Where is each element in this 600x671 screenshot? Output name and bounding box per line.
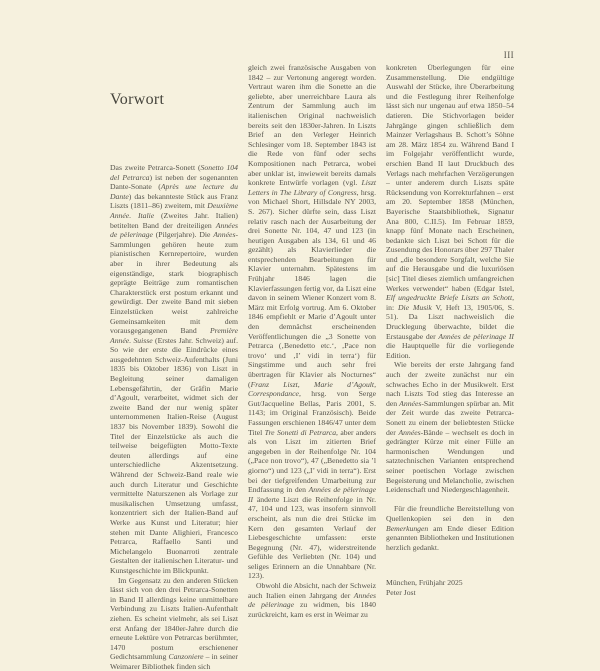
text-columns [110,63,514,671]
paragraph: Wie bereits der erste Jahrgang fand auch der zweite zunächst nur ein schwaches Echo in der Musikwelt. Erst nach Liszts Tod stieg das Interesse an den Années-Sammlungen spürbar an. Mit der Zeit wurde das zweite Petrarca-Sonett zu einem der beliebtesten Stücke der Années-Bände – wechselt es doch in gedrängter Kürze mit einer Fülle an harmonischen Wendungen und satztechnischen Varianten entsprechend seiner poetischen Vorlage zwischen Begeisterung und Melancholie, zwischen Leidenschaft und Niedergeschlagenheit. [386,360,514,495]
page-number: III [503,50,514,60]
text-column-3 [386,63,514,598]
column-3-body [386,63,514,552]
column-2-body [248,63,376,619]
text-column-1 [110,63,238,671]
signature-author: Peter Jost [386,588,416,598]
text-column-2 [248,63,376,619]
page-title: Vorwort [110,91,165,108]
paragraph: Das zweite Petrarca-Sonett (Sonetto 104 del Petrarca) ist neben der sogenannten Dante-Sonate (Après une lecture du Dante) das bekannteste Stück aus Franz Liszts (1811–86) zweitem, mit Deuxième Année. Italie (Zweites Jahr. Italien) betitelten Band der dreiteiligen Années de pèlerinage (Pilgerjahre). Die Années-Sammlungen gehören heute zum pianistischen Kernrepertoire, wurden aber in ihrer Bedeutung als eigenständige, stark biographisch geprägte Beiträge zum romantischen Charakterstück erst postum erkannt und gewürdigt. Der zweite Band mit sieben Einzelstücken weist zahlreiche Gemeinsamkeiten mit dem vorausgegangenen Band Première Année. Suisse (Erstes Jahr. Schweiz) auf. So wie der erste die Eindrücke eines ausgedehnten Schweiz-Aufenthalts (Juni 1835 bis Oktober 1836) von Liszt in Begleitung seiner damaligen Lebensgefährtin, der Gräfin Marie d’Agoult, verarbeitet, widmet sich der zweite Band der nur wenig später unternommenen Italien-Reise (August 1837 bis November 1839). Sowohl die Titel der Einzelstücke als auch die teilweise beigefügten Motto-Texte deuten allerdings auf eine unterschiedliche Akzentsetzung. Während der Schweiz-Band reale wie auch durch Literatur und Geschichte vermittelte Naturszenen als Vorlage zur musikalischen Umsetzung umfasst, konzentriert sich der Italien-Band auf Werke aus Kunst und Literatur; hier stehen mit Dante Alighieri, Francesco Petrarca, Raffaello Santi und Michelangelo Buonarroti zentrale Gestalten der italienischen Literatur- und Kunstgeschichte im Blickpunkt. [110,163,239,575]
paragraph: konkreten Überlegungen für eine Zusammenstellung. Die endgültige Auswahl der Stücke, ihre Überarbeitung und die Festlegung ihrer Reihenfolge lässt sich nur ungenau auf etwa 1850–54 datieren. Die Stichvorlagen beider Jahrgänge gingen schließlich dem Mainzer Verlagshaus B. Schott’s Söhne am 28. März 1854 zu. Während Band I im Folgejahr veröffentlicht wurde, erschien Band II laut Druckbuch des Verlags nach mehrfachen Verzögerungen – unter anderem durch Liszts späte Rücksendung von Korrekturfahnen – erst am 20. September 1858 (München, Bayerische Staatsbibliothek, Signatur Ana 800, C.II.5). Im Februar 1859, knapp fünf Monate nach Erscheinen, bedankte sich Liszt bei Schott für die Zusendung des Honorars über 297 Thaler und „die besondere Sorgfalt, welche Sie auf die Herausgabe und die luxuriösen [sic] Titel dieses ziemlich umfangreichen Werkes verwendet“ haben (Edgar Istel, Elf ungedruckte Briefe Liszts an Schott, in: Die Musik V, Heft 13, 1905/06, S. 51). Da Liszt nachweislich die Drucklegung überwachte, bildet die Erstausgabe der Années de pèlerinage II die Hauptquelle für die vorliegende Edition. [386,63,514,360]
paragraph: Für die freundliche Bereitstellung von Quellenkopien sei den in den Bemerkungen am Ende dieser Edition genannten Bibliotheken und Institutionen herzlich gedankt. [386,504,514,552]
paragraph: gleich zwei französische Ausgaben von 1842 – zur Vertonung angeregt worden. Vertraut waren ihm die Sonette an die geliebte, aber unerreichbare Laura als Zentrum der Sammlung auch im italienischen Original nachweislich bereits seit den 1830er-Jahren. In Liszts Brief an den Verleger Heinrich Schlesinger vom 18. September 1843 ist die Rede von fünf oder sechs Kompositionen nach Petrarca, wobei aber unklar ist, inwieweit bereits damals konkrete Entwürfe vorlagen (vgl. Liszt Letters in The Library of Congress, hrsg. von Michael Short, Hillsdale NY 2003, S. 267). Sicher dürfte sein, dass Liszt relativ rasch nach der Ausarbeitung der drei Sonette Nr. 104, 47 und 123 (in heutigen Ausgaben als 134, 61 und 46 gezählt) als Klavierlieder die entsprechenden Bearbeitungen für Klavier unternahm. Spätestens im Frühjahr 1846 lagen die Klavierfassungen fertig vor, da Liszt eine davon in seinem Wiener Konzert vom 8. März mit Erfolg vortrug. Am 6. Oktober 1846 empfiehlt er Marie d’Agoult unter den demnächst erscheinenden Veröffentlichungen die „3 Sonette von Petrarca (‚Benedetto etc.‘, ‚Pace non trovo‘ und ‚I’ vidi in terra‘) für Singstimme und auch sehr frei übertragen für Klavier als Nocturnes“ (Franz Liszt, Marie d’Agoult, Correspondance, hrsg. von Serge Gut/Jacqueline Bellas, Paris 2001, S. 1143; im Original Französisch). Beide Fassungen erschienen 1846/47 unter dem Titel Tre Sonetti di Petrarca, aber anders als von Liszt im zitierten Brief angegeben in der Reihenfolge Nr. 104 („Pace non trovo“), 47 („Benedetto sia ’l giorno“) und 123 („I’ vidi in terra“). Erst bei der tiefgreifenden Umarbeitung zur Endfassung in den Années de pèlerinage II änderte Liszt die Reihenfolge in Nr. 47, 104 und 123, was insofern sinnvoll erscheint, als nun die drei Stücke im Kern den gesamten Verlauf der Liebesgeschichte umfassen: erste Begegnung (Nr. 47), widerstreitende Gefühle des Verliebten (Nr. 104) und seliges Erinnern an die Unnahbare (Nr. 123). [248,63,376,581]
column-1-body [110,163,238,671]
signature-place-date: München, Frühjahr 2025 [386,578,463,588]
signature-block [386,578,514,598]
paragraph: Obwohl die Absicht, nach der Schweiz auch Italien einen Jahrgang der Années de pèlerinage zu widmen, bis 1840 zurückreicht, kam es erst in Weimar zu [248,581,376,619]
page-content [110,63,514,671]
paragraph: Im Gegensatz zu den anderen Stücken lässt sich von den drei Petrarca-Sonetten in Band II allerdings keine unmittelbare Verbindung zu Liszts Italien-Aufenthalt ziehen. Es scheint vielmehr, als sei Liszt erst Anfang der 1840er-Jahre durch die erneute Lektüre von Petrarcas berühmter, 1470 postum erschienener Gedichtsammlung Canzoniere – in seiner Weimarer Bibliothek finden sich [110,575,238,671]
